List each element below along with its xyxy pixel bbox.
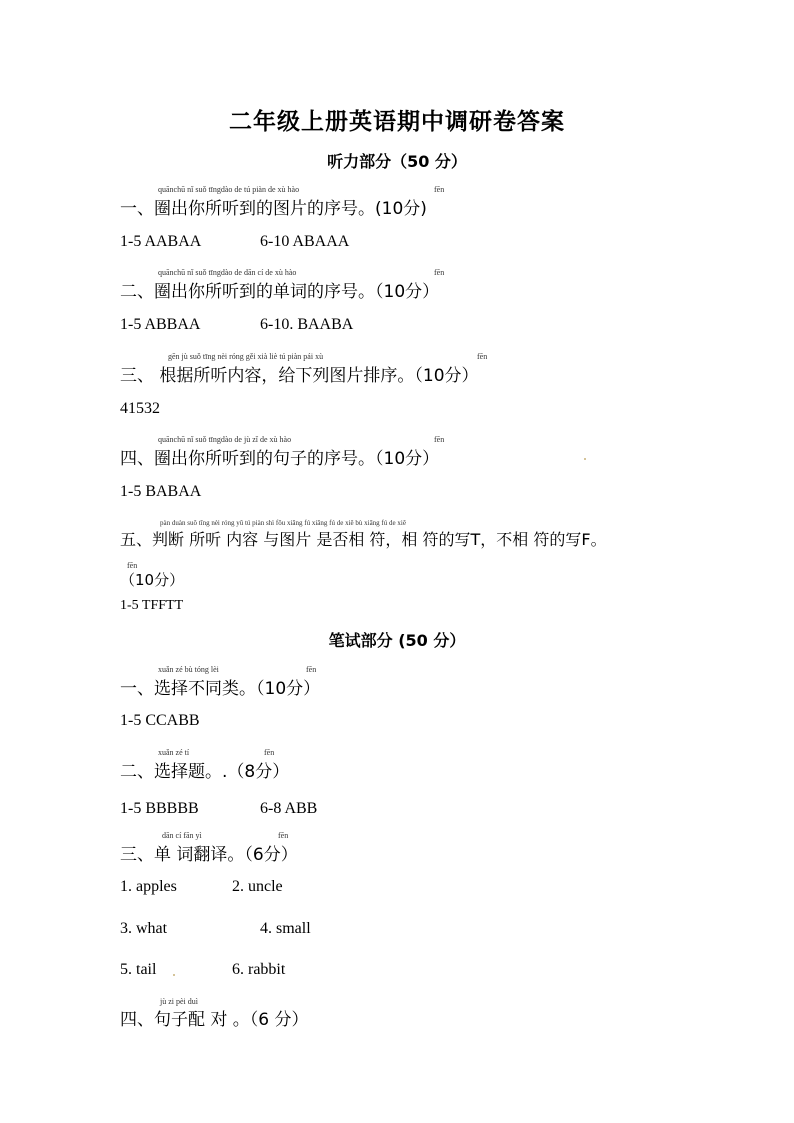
answer-text: 41532 — [120, 400, 160, 417]
pinyin-annotation: fēn — [434, 435, 445, 444]
answer-text: 1-5 BBBBB — [120, 800, 199, 817]
question-heading: 三、 根据所听内容，给下列图片排序。（10分） — [120, 366, 479, 386]
section-heading-listening: 听力部分（50 分） — [327, 152, 467, 171]
answer-line — [120, 878, 283, 896]
question-heading: 三、单 词翻译。（6分） — [120, 845, 298, 865]
answer-text: 1. apples — [120, 878, 177, 895]
answer-line — [120, 800, 317, 818]
answer-line — [120, 920, 311, 938]
page-title: 二年级上册英语期中调研卷答案 — [229, 109, 565, 135]
answer-text: 5. tail — [120, 961, 157, 978]
answer-text: 3. what — [120, 920, 168, 937]
question-heading: 四、句子配 对 。（6 分） — [120, 1010, 309, 1030]
answer-text: 1-5 BABAA — [120, 483, 202, 500]
question-heading: 四、圈出你所听到的句子的序号。（10分） — [120, 449, 440, 469]
answer-text: 6. rabbit — [232, 961, 286, 978]
answer-text: 2. uncle — [232, 878, 283, 895]
pinyin-annotation: jù zi pèi duì — [160, 997, 198, 1006]
pinyin-annotation: fēn — [434, 185, 445, 194]
pinyin-annotation: fēn — [477, 352, 488, 361]
answer-text: 1-5 AABAA — [120, 233, 202, 250]
answer-text: 6-10. BAABA — [260, 316, 354, 333]
pinyin-annotation: xuǎn zé bù tóng lèi — [158, 665, 219, 674]
stray-mark — [584, 458, 586, 460]
pinyin-annotation: fēn — [264, 748, 275, 757]
question-heading: 五、判断 所听 内容 与图片 是否相 符，相 符的写T，不相 符的写F。 — [120, 530, 607, 549]
question-heading: 二、圈出你所听到的单词的序号。（10分） — [120, 282, 440, 302]
pinyin-annotation: fēn — [306, 665, 317, 674]
answer-text: 6-10 ABAAA — [260, 233, 350, 250]
pinyin-annotation: quānchū nǐ suǒ tīngdào de tú piàn de xù hào — [158, 185, 300, 194]
pinyin-annotation: pàn duàn suǒ tīng nèi róng yǔ tú piàn shì fǒu xiāng fú xiāng fú de xiě bù xiāng fú de xiě — [160, 519, 406, 527]
question-heading: 一、选择不同类。（10分） — [120, 679, 321, 699]
question-heading: 二、选择题。.（8分） — [120, 762, 290, 782]
answer-text: 6-8 ABB — [260, 800, 318, 817]
pinyin-annotation: fēn — [278, 831, 289, 840]
answer-line — [120, 316, 353, 334]
section-heading-written: 笔试部分 (50 分） — [328, 631, 466, 650]
pinyin-annotation: quānchū nǐ suǒ tīngdào de dān cí de xù hào — [158, 268, 297, 277]
pinyin-annotation: gēn jù suǒ tīng nèi róng gěi xià liè tú piàn pái xù — [168, 352, 324, 361]
pinyin-annotation: xuǎn zé tí — [158, 748, 190, 757]
pinyin-annotation: dān cí fān yì — [162, 831, 202, 840]
pinyin-annotation: fēn — [127, 561, 138, 570]
stray-mark — [173, 974, 175, 976]
answer-line — [120, 961, 285, 979]
pinyin-annotation: quānchū nǐ suǒ tīngdào de jù zǐ de xù hào — [158, 435, 292, 444]
question-heading-continued: （10分） — [120, 571, 185, 589]
answer-text: 1-5 CCABB — [120, 712, 200, 729]
question-heading: 一、圈出你所听到的图片的序号。(10分) — [120, 199, 427, 219]
answer-text: 1-5 TFFTT — [120, 598, 184, 613]
answer-text: 1-5 ABBAA — [120, 316, 201, 333]
pinyin-annotation: fēn — [434, 268, 445, 277]
answer-line — [120, 233, 349, 251]
answer-text: 4. small — [260, 920, 311, 937]
